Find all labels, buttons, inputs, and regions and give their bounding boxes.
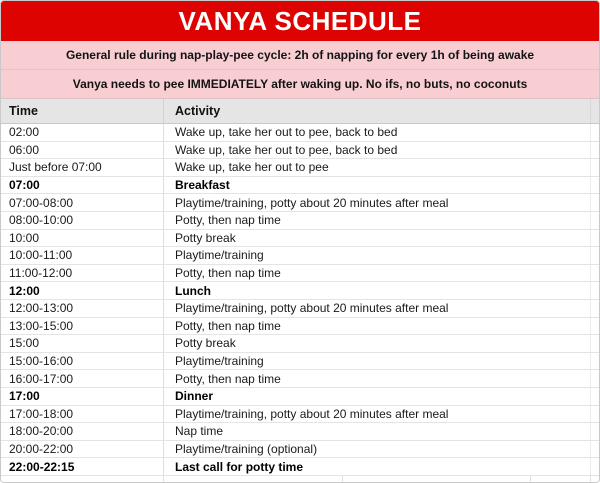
row-spacer bbox=[591, 282, 599, 299]
time-cell: 06:00 bbox=[1, 142, 164, 159]
row-spacer bbox=[591, 335, 599, 352]
activity-cell: Playtime/training, potty about 20 minutes after meal bbox=[164, 300, 591, 317]
time-cell: 15:00-16:00 bbox=[1, 353, 164, 370]
time-cell: 11:00-12:00 bbox=[1, 265, 164, 282]
table-row bbox=[1, 247, 599, 265]
activity-cell: Potty, then nap time bbox=[164, 265, 591, 282]
next-row-partial bbox=[1, 476, 599, 482]
activity-cell: Last call for potty time bbox=[164, 458, 591, 475]
table-row bbox=[1, 282, 599, 300]
activity-cell: Breakfast bbox=[164, 177, 591, 194]
activity-cell: Potty break bbox=[164, 230, 591, 247]
partial-cell bbox=[531, 476, 591, 482]
time-cell: 10:00 bbox=[1, 230, 164, 247]
activity-cell: Nap time bbox=[164, 423, 591, 440]
time-cell: 10:00-11:00 bbox=[1, 247, 164, 264]
time-cell: 13:00-15:00 bbox=[1, 318, 164, 335]
table-row bbox=[1, 212, 599, 230]
row-spacer bbox=[591, 441, 599, 458]
schedule-table-body bbox=[1, 124, 599, 476]
activity-cell: Potty, then nap time bbox=[164, 370, 591, 387]
row-spacer bbox=[591, 177, 599, 194]
activity-cell: Potty break bbox=[164, 335, 591, 352]
time-cell: 18:00-20:00 bbox=[1, 423, 164, 440]
row-spacer bbox=[591, 194, 599, 211]
table-row bbox=[1, 335, 599, 353]
table-row bbox=[1, 388, 599, 406]
row-spacer bbox=[591, 159, 599, 176]
row-spacer bbox=[591, 318, 599, 335]
column-header-time: Time bbox=[1, 99, 164, 123]
row-spacer bbox=[591, 142, 599, 159]
time-cell: 07:00 bbox=[1, 177, 164, 194]
table-row bbox=[1, 230, 599, 248]
row-spacer bbox=[591, 124, 599, 141]
activity-cell: Wake up, take her out to pee, back to bed bbox=[164, 124, 591, 141]
row-spacer bbox=[591, 300, 599, 317]
time-cell: 15:00 bbox=[1, 335, 164, 352]
row-spacer bbox=[591, 423, 599, 440]
time-cell: 22:00-22:15 bbox=[1, 458, 164, 475]
table-header-row bbox=[1, 98, 599, 124]
table-row bbox=[1, 423, 599, 441]
column-header-activity: Activity bbox=[164, 99, 591, 123]
activity-cell: Playtime/training, potty about 20 minutes after meal bbox=[164, 406, 591, 423]
table-row bbox=[1, 370, 599, 388]
table-row bbox=[1, 159, 599, 177]
time-cell: 02:00 bbox=[1, 124, 164, 141]
table-row bbox=[1, 406, 599, 424]
time-cell: 20:00-22:00 bbox=[1, 441, 164, 458]
table-row bbox=[1, 265, 599, 283]
time-cell: 16:00-17:00 bbox=[1, 370, 164, 387]
activity-cell: Dinner bbox=[164, 388, 591, 405]
time-cell: 12:00-13:00 bbox=[1, 300, 164, 317]
table-row bbox=[1, 177, 599, 195]
time-cell: 17:00-18:00 bbox=[1, 406, 164, 423]
row-spacer bbox=[591, 265, 599, 282]
time-cell: Just before 07:00 bbox=[1, 159, 164, 176]
table-row bbox=[1, 194, 599, 212]
table-row bbox=[1, 300, 599, 318]
table-row bbox=[1, 353, 599, 371]
table-row bbox=[1, 124, 599, 142]
table-row bbox=[1, 441, 599, 459]
page-title: VANYA SCHEDULE bbox=[1, 1, 599, 41]
activity-cell: Playtime/training bbox=[164, 353, 591, 370]
activity-cell: Playtime/training (optional) bbox=[164, 441, 591, 458]
time-cell: 07:00-08:00 bbox=[1, 194, 164, 211]
column-header-spacer bbox=[591, 99, 599, 123]
time-cell: 08:00-10:00 bbox=[1, 212, 164, 229]
notice-nap-play-pee-rule: General rule during nap-play-pee cycle: 2h of napping for every 1h of being awake bbox=[1, 41, 599, 70]
time-cell: 12:00 bbox=[1, 282, 164, 299]
activity-cell: Wake up, take her out to pee bbox=[164, 159, 591, 176]
activity-cell: Lunch bbox=[164, 282, 591, 299]
table-row bbox=[1, 318, 599, 336]
row-spacer bbox=[591, 353, 599, 370]
row-spacer bbox=[591, 230, 599, 247]
activity-cell: Potty, then nap time bbox=[164, 318, 591, 335]
row-spacer bbox=[591, 406, 599, 423]
partial-cell bbox=[343, 476, 531, 482]
activity-cell: Playtime/training bbox=[164, 247, 591, 264]
table-row bbox=[1, 142, 599, 160]
row-spacer bbox=[591, 370, 599, 387]
partial-cell bbox=[164, 476, 343, 482]
table-row bbox=[1, 458, 599, 476]
row-spacer bbox=[591, 388, 599, 405]
row-spacer bbox=[591, 247, 599, 264]
partial-cell bbox=[1, 476, 164, 482]
activity-cell: Playtime/training, potty about 20 minutes after meal bbox=[164, 194, 591, 211]
activity-cell: Wake up, take her out to pee, back to bed bbox=[164, 142, 591, 159]
partial-cell bbox=[591, 476, 599, 482]
time-cell: 17:00 bbox=[1, 388, 164, 405]
row-spacer bbox=[591, 212, 599, 229]
notice-pee-immediately-rule: Vanya needs to pee IMMEDIATELY after waking up. No ifs, no buts, no coconuts bbox=[1, 70, 599, 98]
row-spacer bbox=[591, 458, 599, 475]
activity-cell: Potty, then nap time bbox=[164, 212, 591, 229]
